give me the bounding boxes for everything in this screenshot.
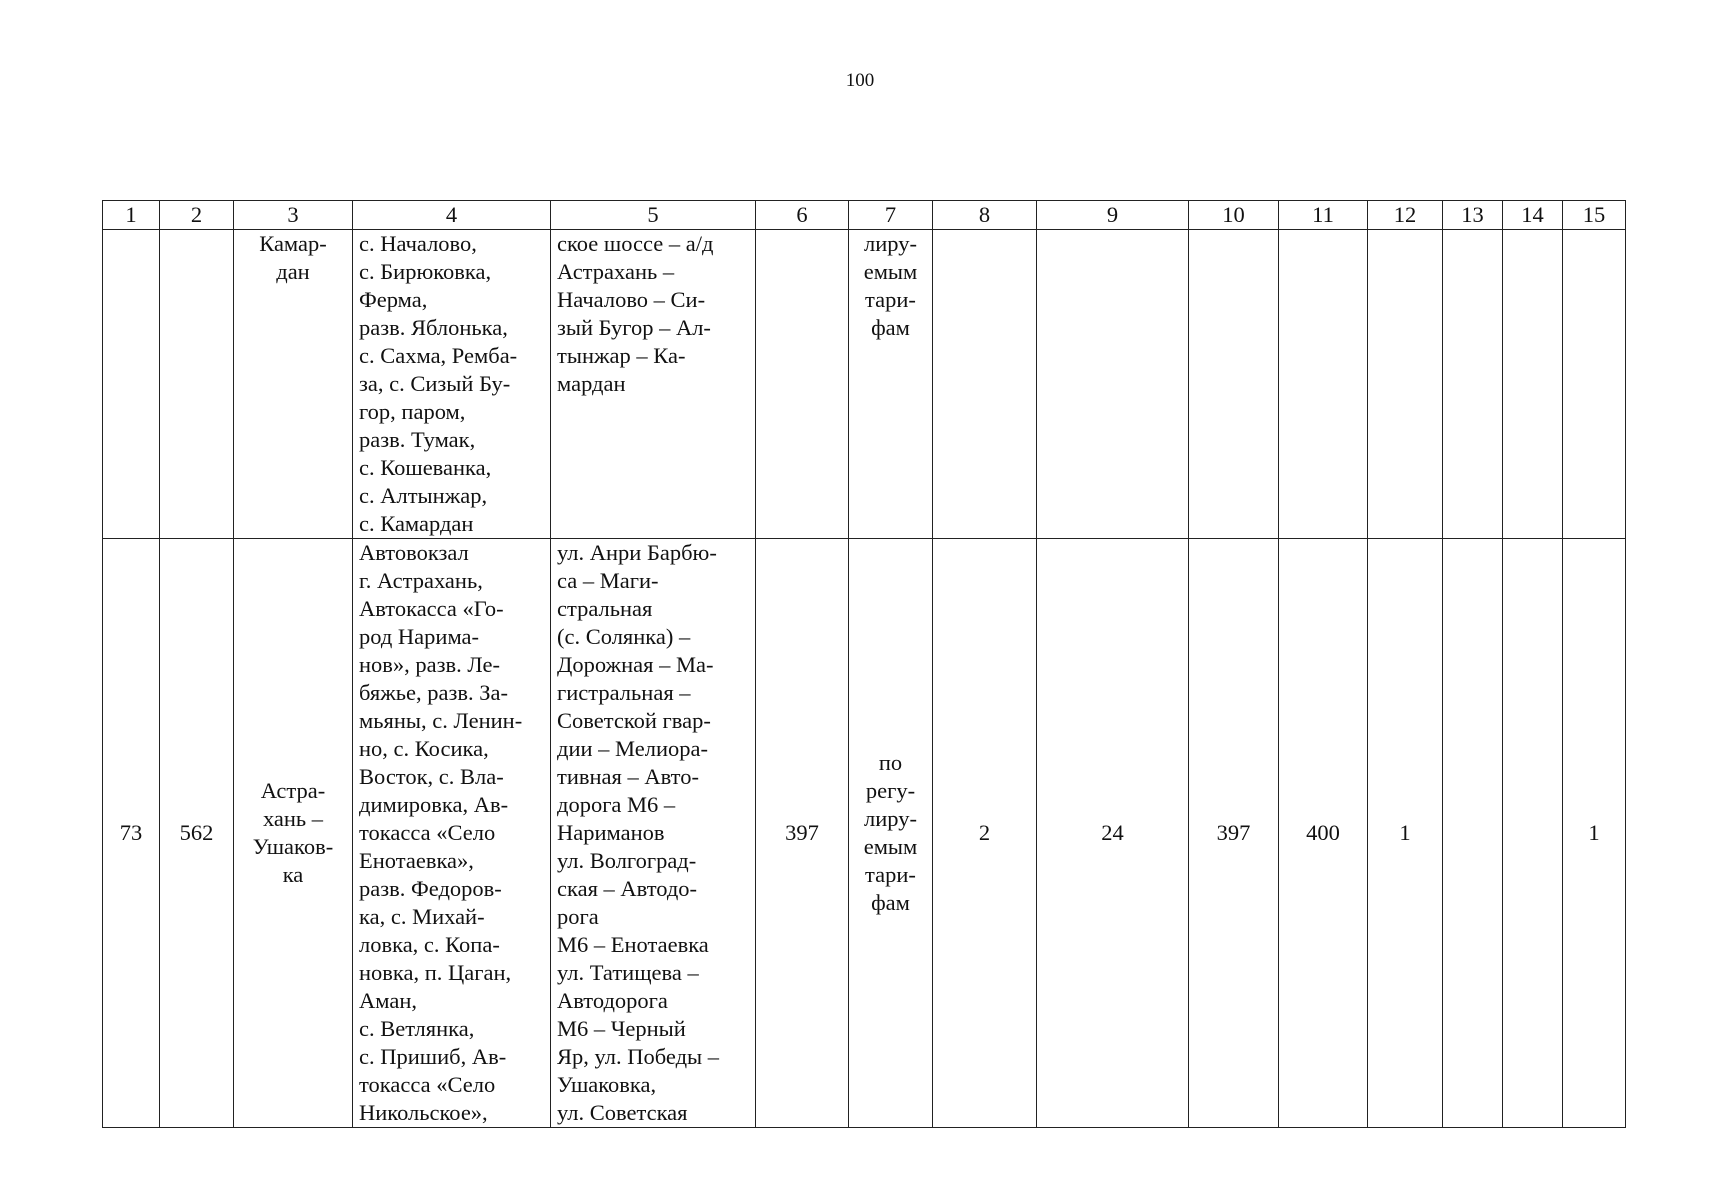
cell-col-13 — [1443, 539, 1503, 1128]
cell-registry-number: 562 — [160, 539, 234, 1128]
cell-route-name: Камар- дан — [234, 230, 353, 539]
cell-route-number — [103, 230, 160, 539]
cell-tariff-type: по регу- лиру- емым тари- фам — [849, 539, 933, 1128]
table-row — [103, 230, 1626, 539]
cell-col-10 — [1189, 230, 1279, 539]
cell-col-8 — [933, 230, 1037, 539]
cell-col-14 — [1503, 230, 1563, 539]
column-header-10: 10 — [1189, 201, 1279, 230]
cell-col-8: 2 — [933, 539, 1037, 1128]
cell-length: 397 — [756, 539, 849, 1128]
cell-col-9 — [1037, 230, 1189, 539]
column-header-1: 1 — [103, 201, 160, 230]
header-row — [103, 201, 1626, 230]
column-header-11: 11 — [1279, 201, 1368, 230]
column-header-15: 15 — [1563, 201, 1626, 230]
table-row — [103, 539, 1626, 1128]
column-header-9: 9 — [1037, 201, 1189, 230]
cell-col-15: 1 — [1563, 539, 1626, 1128]
column-header-8: 8 — [933, 201, 1037, 230]
column-header-7: 7 — [849, 201, 933, 230]
column-header-12: 12 — [1368, 201, 1443, 230]
cell-tariff-type: лиру- емым тари- фам — [849, 230, 933, 539]
cell-col-11 — [1279, 230, 1368, 539]
cell-col-14 — [1503, 539, 1563, 1128]
cell-col-12 — [1368, 230, 1443, 539]
cell-col-11: 400 — [1279, 539, 1368, 1128]
cell-stops: с. Началово, с. Бирюковка, Ферма, разв. Яблонька, с. Сахма, Ремба- за, с. Сизый Бу- гор, паром, разв. Тумак, с. Кошеванка, с. Алтынжар, с. Камардан — [353, 230, 551, 539]
cell-col-12: 1 — [1368, 539, 1443, 1128]
route-table — [102, 200, 1626, 1128]
column-header-13: 13 — [1443, 201, 1503, 230]
column-header-4: 4 — [353, 201, 551, 230]
cell-col-13 — [1443, 230, 1503, 539]
cell-col-10: 397 — [1189, 539, 1279, 1128]
page-number: 100 — [845, 70, 875, 91]
cell-col-15 — [1563, 230, 1626, 539]
cell-col-9: 24 — [1037, 539, 1189, 1128]
column-header-14: 14 — [1503, 201, 1563, 230]
column-header-2: 2 — [160, 201, 234, 230]
cell-length — [756, 230, 849, 539]
column-header-6: 6 — [756, 201, 849, 230]
column-header-3: 3 — [234, 201, 353, 230]
cell-route-number: 73 — [103, 539, 160, 1128]
cell-route-name: Астра- хань – Ушаков- ка — [234, 539, 353, 1128]
cell-stops: Автовокзал г. Астрахань, Автокасса «Го- род Нарима- нов», разв. Ле- бяжье, разв. За- мьяны, с. Ленин- но, с. Косика, Восток, с. Вла- димировка, Ав- токасса «Село Енотаевка», разв. Федоров- ка, с. Михай- ловка, с. Копа- новка, п. Цаган, Аман, с. Ветлянка, с. Пришиб, Ав- токасса «Село Никольское», — [353, 539, 551, 1128]
cell-registry-number — [160, 230, 234, 539]
cell-streets: ское шоссе – а/д Астрахань – Началово – Си- зый Бугор – Ал- тынжар – Ка- мардан — [551, 230, 756, 539]
cell-streets: ул. Анри Барбю- са – Маги- стральная (с. Солянка) – Дорожная – Ма- гистральная – Советской гвар- дии – Мелиора- тивная – Авто- дорога М6 – Нариманов ул. Волгоград- ская – Автодо- рога М6 – Енотаевка ул. Татищева – Автодорога М6 – Черный Яр, ул. Победы – Ушаковка, ул. Советская — [551, 539, 756, 1128]
column-header-5: 5 — [551, 201, 756, 230]
